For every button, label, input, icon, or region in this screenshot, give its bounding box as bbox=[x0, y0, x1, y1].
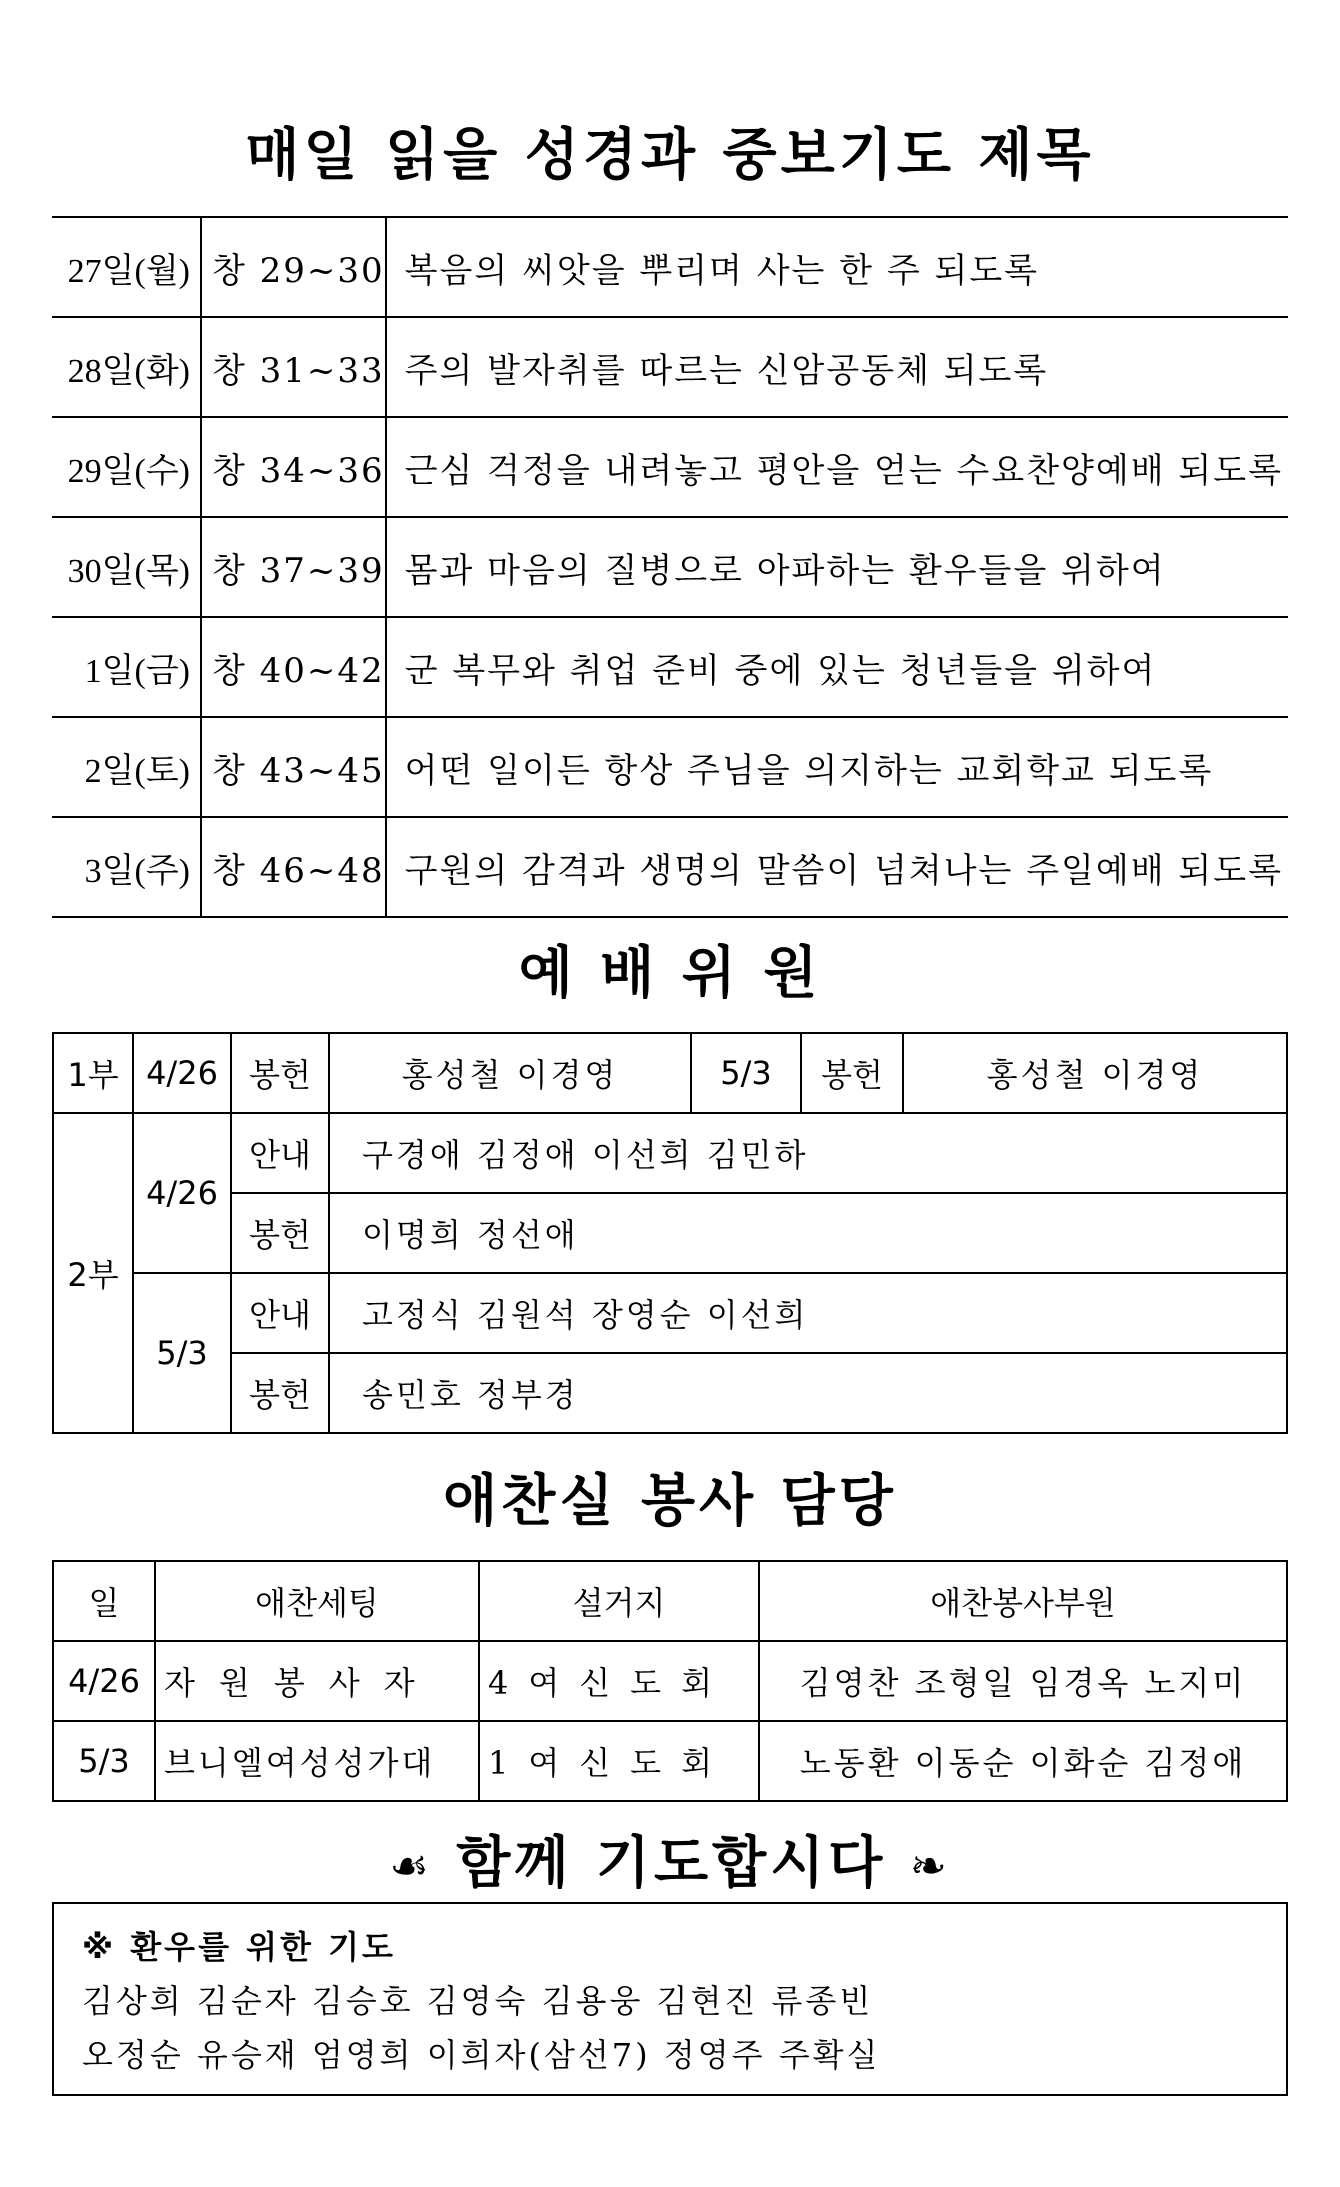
prayer-box-title: ※ 환우를 위한 기도 bbox=[82, 1928, 396, 1966]
worship-part2-row bbox=[53, 1353, 1287, 1433]
choir-room-service-table bbox=[52, 1560, 1288, 1802]
scripture-ref-cell: 창 34~36 bbox=[201, 417, 386, 517]
reading-row bbox=[52, 317, 1288, 417]
prayer-names-line-1: 김상희 김순자 김승호 김영숙 김용웅 김현진 류종빈 bbox=[82, 1982, 874, 2020]
header-setting: 애찬세팅 bbox=[155, 1561, 479, 1641]
part2-guide-names-1: 구경애 김정애 이선희 김민하 bbox=[329, 1113, 1287, 1193]
part2-offer-names-1: 이명희 정선애 bbox=[329, 1193, 1287, 1273]
prayer-topic-cell: 근심 걱정을 내려놓고 평안을 얻는 수요찬양예배 되도록 bbox=[386, 417, 1288, 517]
reading-section-title: 매일 읽을 성경과 중보기도 제목 bbox=[245, 123, 1095, 188]
prayer-topic-cell: 주의 발자취를 따르는 신암공동체 되도록 bbox=[386, 317, 1288, 417]
part1-names2: 홍성철 이경영 bbox=[903, 1033, 1287, 1113]
prayer-names-line-2: 오정순 유승재 엄영희 이희자(삼선7) 정영주 주확실 bbox=[82, 2036, 881, 2074]
part1-role1: 봉헌 bbox=[231, 1033, 329, 1113]
left-ornament-icon: ☙ bbox=[389, 1840, 433, 1892]
part1-label: 1부 bbox=[53, 1033, 133, 1113]
part1-date1: 4/26 bbox=[133, 1033, 231, 1113]
prayer-topic-cell: 복음의 씨앗을 뿌리며 사는 한 주 되도록 bbox=[386, 217, 1288, 317]
reading-row bbox=[52, 717, 1288, 817]
part2-offer-names-2: 송민호 정부경 bbox=[329, 1353, 1287, 1433]
day-cell: 3일(주) bbox=[52, 817, 201, 917]
choir-header-row bbox=[53, 1561, 1287, 1641]
scripture-ref-cell: 창 29~30 bbox=[201, 217, 386, 317]
prayer-topic-cell: 군 복무와 취업 준비 중에 있는 청년들을 위하여 bbox=[386, 617, 1288, 717]
reading-row bbox=[52, 817, 1288, 917]
day-cell: 30일(목) bbox=[52, 517, 201, 617]
part1-names1: 홍성철 이경영 bbox=[329, 1033, 691, 1113]
scripture-ref-cell: 창 46~48 bbox=[201, 817, 386, 917]
part2-date-1: 4/26 bbox=[133, 1113, 231, 1273]
prayer-box bbox=[52, 1902, 1288, 2096]
scripture-ref-cell: 창 43~45 bbox=[201, 717, 386, 817]
scripture-ref-cell: 창 37~39 bbox=[201, 517, 386, 617]
choir-row bbox=[53, 1721, 1287, 1801]
worship-part1-row bbox=[53, 1033, 1287, 1113]
worship-section-title: 예 배 위 원 bbox=[518, 941, 822, 1006]
part1-role2: 봉헌 bbox=[801, 1033, 903, 1113]
day-cell: 2일(토) bbox=[52, 717, 201, 817]
reading-row bbox=[52, 417, 1288, 517]
reading-schedule-table bbox=[52, 216, 1288, 918]
choir-members: 김영찬 조형일 임경옥 노지미 bbox=[759, 1641, 1287, 1721]
worship-part2-row bbox=[53, 1273, 1287, 1353]
worship-part2-row bbox=[53, 1113, 1287, 1193]
part2-guide-role-1: 안내 bbox=[231, 1113, 329, 1193]
choir-dishes: 4여신도회 bbox=[479, 1641, 759, 1721]
part2-label: 2부 bbox=[53, 1113, 133, 1433]
choir-section-title: 애찬실 봉사 담당 bbox=[443, 1469, 897, 1534]
reading-row bbox=[52, 517, 1288, 617]
header-dishes: 설거지 bbox=[479, 1561, 759, 1641]
part2-date-2: 5/3 bbox=[133, 1273, 231, 1433]
prayer-topic-cell: 몸과 마음의 질병으로 아파하는 환우들을 위하여 bbox=[386, 517, 1288, 617]
choir-setting: 자원봉사자 bbox=[155, 1641, 479, 1721]
part1-date2: 5/3 bbox=[691, 1033, 801, 1113]
day-cell: 29일(수) bbox=[52, 417, 201, 517]
part2-guide-names-2: 고정식 김원석 장영순 이선희 bbox=[329, 1273, 1287, 1353]
worship-part2-row bbox=[53, 1193, 1287, 1273]
right-ornament-icon: ❧ bbox=[909, 1840, 951, 1892]
day-cell: 1일(금) bbox=[52, 617, 201, 717]
part2-guide-role-2: 안내 bbox=[231, 1273, 329, 1353]
reading-row bbox=[52, 217, 1288, 317]
header-members: 애찬봉사부원 bbox=[759, 1561, 1287, 1641]
header-date: 일 bbox=[53, 1561, 155, 1641]
part2-offer-role-2: 봉헌 bbox=[231, 1353, 329, 1433]
prayer-title-text: 함께 기도합시다 bbox=[456, 1831, 887, 1896]
reading-row bbox=[52, 617, 1288, 717]
prayer-topic-cell: 어떤 일이든 항상 주님을 의지하는 교회학교 되도록 bbox=[386, 717, 1288, 817]
choir-members: 노동환 이동순 이화순 김정애 bbox=[759, 1721, 1287, 1801]
worship-committee-table bbox=[52, 1032, 1288, 1434]
prayer-section-title bbox=[0, 1831, 1340, 1896]
day-cell: 28일(화) bbox=[52, 317, 201, 417]
prayer-topic-cell: 구원의 감격과 생명의 말씀이 넘쳐나는 주일예배 되도록 bbox=[386, 817, 1288, 917]
day-cell: 27일(월) bbox=[52, 217, 201, 317]
choir-row bbox=[53, 1641, 1287, 1721]
choir-setting: 브니엘여성성가대 bbox=[155, 1721, 479, 1801]
choir-date: 5/3 bbox=[53, 1721, 155, 1801]
choir-date: 4/26 bbox=[53, 1641, 155, 1721]
choir-dishes: 1여신도회 bbox=[479, 1721, 759, 1801]
scripture-ref-cell: 창 31~33 bbox=[201, 317, 386, 417]
scripture-ref-cell: 창 40~42 bbox=[201, 617, 386, 717]
part2-offer-role-1: 봉헌 bbox=[231, 1193, 329, 1273]
